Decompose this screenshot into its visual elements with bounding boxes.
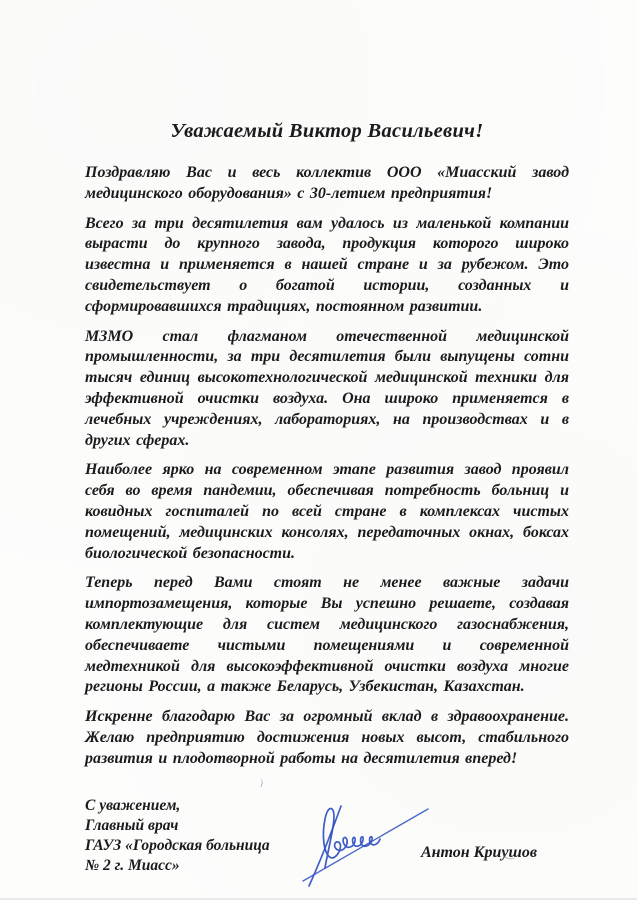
salutation-heading: Уважаемый Виктор Васильевич! bbox=[170, 120, 484, 142]
letter-paragraph: МЗМО стал флагманом отечественной медицинской промышленности, за три десятилетия были выпущены сотни тысяч единиц высокотехнологической медицинской техники для эффективной очистки воздуха. Она широко применяется в лечебных учреждениях, лабораториях, на производствах и в других сферах. bbox=[85, 327, 569, 449]
letter-paragraph: Наиболее ярко на современном этапе развития завод проявил себя во время пандемии, обеспечивая потребность больниц и ковидных госпиталей по всей стране в комплексах чистых помещений, медицинских консолях, передаточных окнах, боксах биологической безопасности. bbox=[85, 461, 569, 562]
letter-paragraph: Всего за три десятилетия вам удалось из маленькой компании вырасти до крупного завода, продукция которого широко известна и применяется в нашей стране и за рубежом. Это свидетельствует о богатой истории, созданных и сформировавшихся традициях, постоянном развитии. bbox=[85, 214, 569, 315]
closing-line: С уважением, bbox=[85, 796, 181, 814]
letter-paragraph: Теперь перед Вами стоят не менее важные задачи импортозамещения, которые Вы успешно решаете, создавая комплектующие для систем медицинского газоснабжения, обеспечиваете чистыми помещениями и современной медтехникой для высокоэффективной очистки воздуха многие регионы России, а также Беларусь, Узбекистан, Казахстан. bbox=[85, 574, 569, 696]
closing-line: ГАУЗ «Городская больница bbox=[85, 836, 270, 854]
letter-paragraph: Искренне благодарю Вас за огромный вклад в здравоохранение. Желаю предприятию достижения новых высот, стабильного развития и плодотворной работы на десятилетия вперед! bbox=[85, 708, 569, 767]
closing-block bbox=[85, 796, 569, 896]
closing-line: № 2 г. Миасс» bbox=[85, 856, 180, 874]
closing-line: Главный врач bbox=[85, 816, 179, 834]
handwritten-signature-icon bbox=[295, 782, 435, 892]
signatory-name: Антон Криушов bbox=[421, 843, 537, 861]
letter-paragraph: Поздравляю Вас и весь коллектив ООО «Миасский завод медицинского оборудования» с 30-летием предприятия! bbox=[85, 164, 569, 202]
letter-body bbox=[85, 118, 569, 896]
closing-lines bbox=[85, 796, 270, 876]
